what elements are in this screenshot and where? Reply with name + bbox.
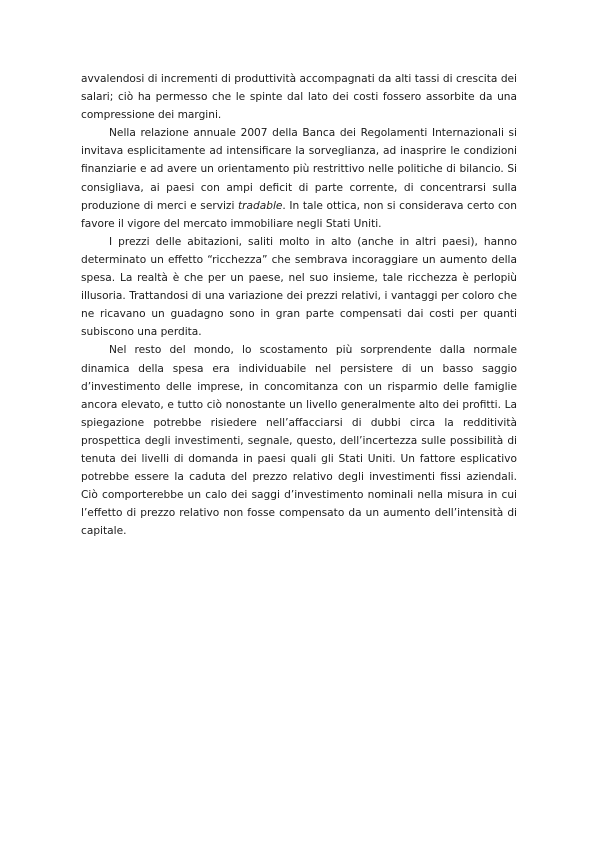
paragraph-2	[81, 124, 517, 233]
paragraph-2-text-start: Nella relazione annuale 2007 della Banca dei Regolamenti Internazionali si invitava esplicitamente ad intensificare la sorveglianza, ad inasprire le condizioni finanziarie e ad avere un orientamento più restrittivo nelle politiche di bilancio. Si consigliava, ai paesi con ampi deficit di parte corrente, di concentrarsi sulla produzione di merci e servizi	[81, 127, 517, 212]
paragraph-2-text-end: . In tale ottica, non si considerava certo con favore il vigore del mercato immobiliare negli Stati Uniti.	[81, 199, 518, 230]
paragraph-4-text: Nel resto del mondo, lo scostamento più sorprendente dalla normale dinamica della spesa era individuabile nel persistere di un basso saggio d’investimento delle imprese, in concomitanza con un risparmio delle famiglie ancora elevato, e tutto ciò nonostante un livello generalmente alto dei profitti. La spiegazione potrebbe risiedere nell’affacciarsi di dubbi circa la redditività prospettica degli investimenti, segnale, questo, dell’incertezza sulle possibilità di tenuta dei livelli di domanda in paesi quali gli Stati Uniti. Un fattore esplicativo potrebbe essere la caduta del prezzo relativo degli investimenti fissi aziendali. Ciò comporterebbe un calo dei saggi d’investimento nominali nella misura in cui l’effetto di prezzo relativo non fosse compensato da un aumento dell’intensità di capitale.	[81, 344, 517, 538]
paragraph-1	[81, 70, 517, 124]
document-body	[81, 70, 517, 540]
paragraph-3	[81, 233, 517, 342]
paragraph-4	[81, 341, 517, 540]
paragraph-3-text: I prezzi delle abitazioni, saliti molto in alto (anche in altri paesi), hanno determinato un effetto “ricchezza” che sembrava incoraggiare un aumento della spesa. La realtà è che per un paese, nel suo insieme, tale ricchezza è perlopiù illusoria. Trattandosi di una variazione dei prezzi relativi, i vantaggi per coloro che ne ricavano un guadagno sono in gran parte compensati dai costi per quanti subiscono una perdita.	[81, 235, 517, 339]
paragraph-1-text: avvalendosi di incrementi di produttività accompagnati da alti tassi di crescita dei salari; ciò ha permesso che le spinte dal lato dei costi fossero assorbite da una compressione dei margini.	[81, 73, 517, 122]
paragraph-2-italic-term: tradable	[238, 199, 283, 212]
